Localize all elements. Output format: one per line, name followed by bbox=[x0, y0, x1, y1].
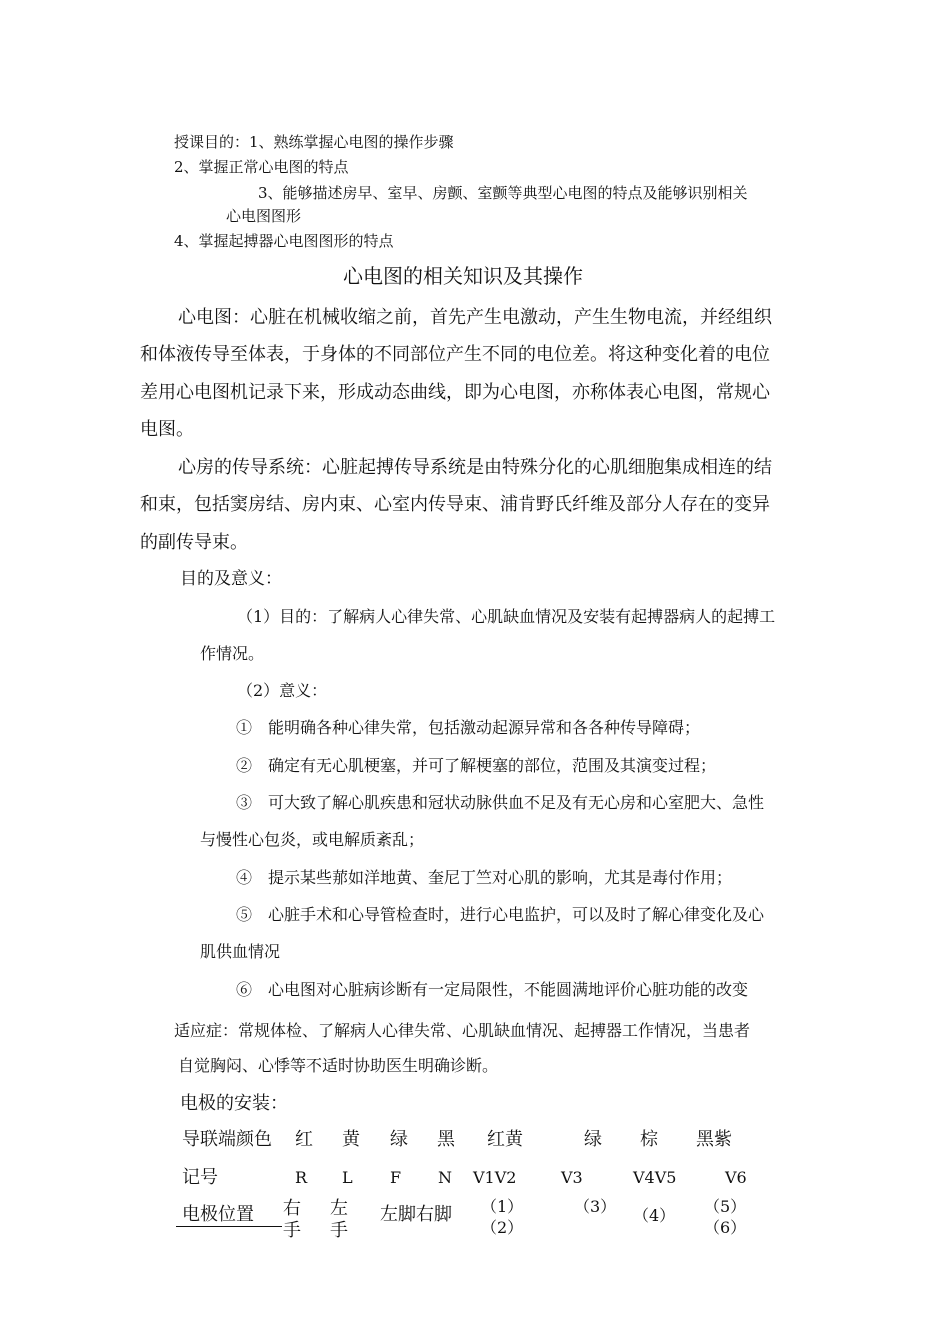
table-cell: 棕 bbox=[640, 1129, 658, 1150]
table-cell: 黑紫 bbox=[696, 1129, 732, 1150]
purpose-line-2: 作情况。 bbox=[200, 644, 265, 663]
indication-line-1: 适应症：常规体检、了解病人心律失常、心肌缺血情况、起搏器工作情况，当患者 bbox=[174, 1021, 751, 1040]
meaning-item-5-cont: 肌供血情况 bbox=[200, 942, 281, 961]
meaning-item-3: ③ 可大致了解心肌疾患和冠状动脉供血不足及有无心房和心室肥大、急性 bbox=[236, 793, 765, 812]
table-cell: 红黄 bbox=[487, 1129, 523, 1150]
objective-2: 2、掌握正常心电图的特点 bbox=[174, 158, 349, 176]
table-cell: 右手 bbox=[283, 1198, 301, 1241]
table-cell: （1）（2） bbox=[481, 1197, 524, 1237]
objective-4: 4、掌握起搏器心电图图形的特点 bbox=[174, 232, 394, 250]
meaning-item-5: ⑤ 心脏手术和心导管检查时，进行心电监护，可以及时了解心律变化及心 bbox=[236, 905, 765, 924]
table-cell: R bbox=[295, 1168, 308, 1187]
table-cell: 黑 bbox=[437, 1129, 455, 1150]
table-row2-label: 记号 bbox=[182, 1167, 218, 1188]
purpose-line-1: （1）目的：了解病人心律失常、心肌缺血情况及安装有起搏器病人的起搏工 bbox=[237, 607, 776, 626]
table-cell: 左手 bbox=[330, 1198, 348, 1241]
conduction-line-1: 心房的传导系统：心脏起搏传导系统是由特殊分化的心肌细胞集成相连的结 bbox=[178, 457, 772, 478]
indication-line-2: 自觉胸闷、心悸等不适时协助医生明确诊断。 bbox=[178, 1056, 499, 1075]
table-cell: 红 bbox=[295, 1129, 313, 1150]
meaning-heading: （2）意义： bbox=[237, 681, 328, 700]
table-cell: 绿 bbox=[390, 1129, 408, 1150]
table-cell: V4V5 bbox=[633, 1168, 677, 1187]
table-cell: V3 bbox=[561, 1168, 583, 1187]
table-cell: V1V2 bbox=[473, 1168, 517, 1187]
table-row1-label: 导联端颜色 bbox=[182, 1129, 272, 1150]
meaning-item-3-cont: 与慢性心包炎，或电解质紊乱； bbox=[200, 830, 425, 849]
conduction-line-3: 的副传导束。 bbox=[140, 532, 248, 553]
table-cell: 左脚右脚 bbox=[380, 1204, 452, 1225]
table-cell: F bbox=[390, 1168, 402, 1187]
table-cell: 绿 bbox=[584, 1129, 602, 1150]
page-title: 心电图的相关知识及其操作 bbox=[343, 264, 583, 288]
ecg-def-line-3: 差用心电图机记录下来，形成动态曲线，即为心电图，亦称体表心电图，常规心 bbox=[140, 382, 770, 403]
meaning-item-2: ② 确定有无心肌梗塞，并可了解梗塞的部位，范围及其演变过程； bbox=[236, 756, 717, 775]
table-cell: N bbox=[438, 1168, 452, 1187]
objective-1: 授课目的：1、熟练掌握心电图的操作步骤 bbox=[174, 133, 454, 151]
meaning-item-1: ① 能明确各种心律失常，包括激动起源异常和各各种传导障碍； bbox=[236, 718, 701, 737]
electrode-heading: 电极的安装： bbox=[180, 1093, 288, 1114]
conduction-line-2: 和束，包括窦房结、房内束、心室内传导束、浦肯野氏纤维及部分人存在的变异 bbox=[140, 494, 770, 515]
ecg-def-line-1: 心电图：心脏在机械收缩之前，首先产生电激动，产生生物电流，并经组织 bbox=[178, 307, 772, 328]
table-row3-label: 电极位置 bbox=[176, 1204, 282, 1227]
table-cell: V6 bbox=[725, 1168, 747, 1187]
table-cell: （4） bbox=[633, 1206, 676, 1225]
purpose-heading: 目的及意义： bbox=[180, 569, 282, 589]
meaning-item-4: ④ 提示某些𦰡如洋地黄、奎尼丁竺对心肌的影响，尤其是毒付作用； bbox=[236, 868, 733, 887]
objective-3: 3、能够描述房早、室早、房颤、室颤等典型心电图的特点及能够识别相关 bbox=[258, 184, 748, 202]
ecg-def-line-2: 和体液传导至体表，于身体的不同部位产生不同的电位差。将这种变化着的电位 bbox=[140, 344, 770, 365]
meaning-item-6: ⑥ 心电图对心脏病诊断有一定局限性，不能圆满地评价心脏功能的改变 bbox=[236, 980, 749, 999]
table-cell: （5）（6） bbox=[704, 1197, 747, 1237]
table-cell: 黄 bbox=[342, 1129, 360, 1150]
table-cell: L bbox=[342, 1168, 353, 1187]
table-cell: （3） bbox=[574, 1197, 617, 1216]
objective-3-cont: 心电图图形 bbox=[226, 207, 302, 225]
ecg-def-line-4: 电图。 bbox=[140, 419, 194, 440]
